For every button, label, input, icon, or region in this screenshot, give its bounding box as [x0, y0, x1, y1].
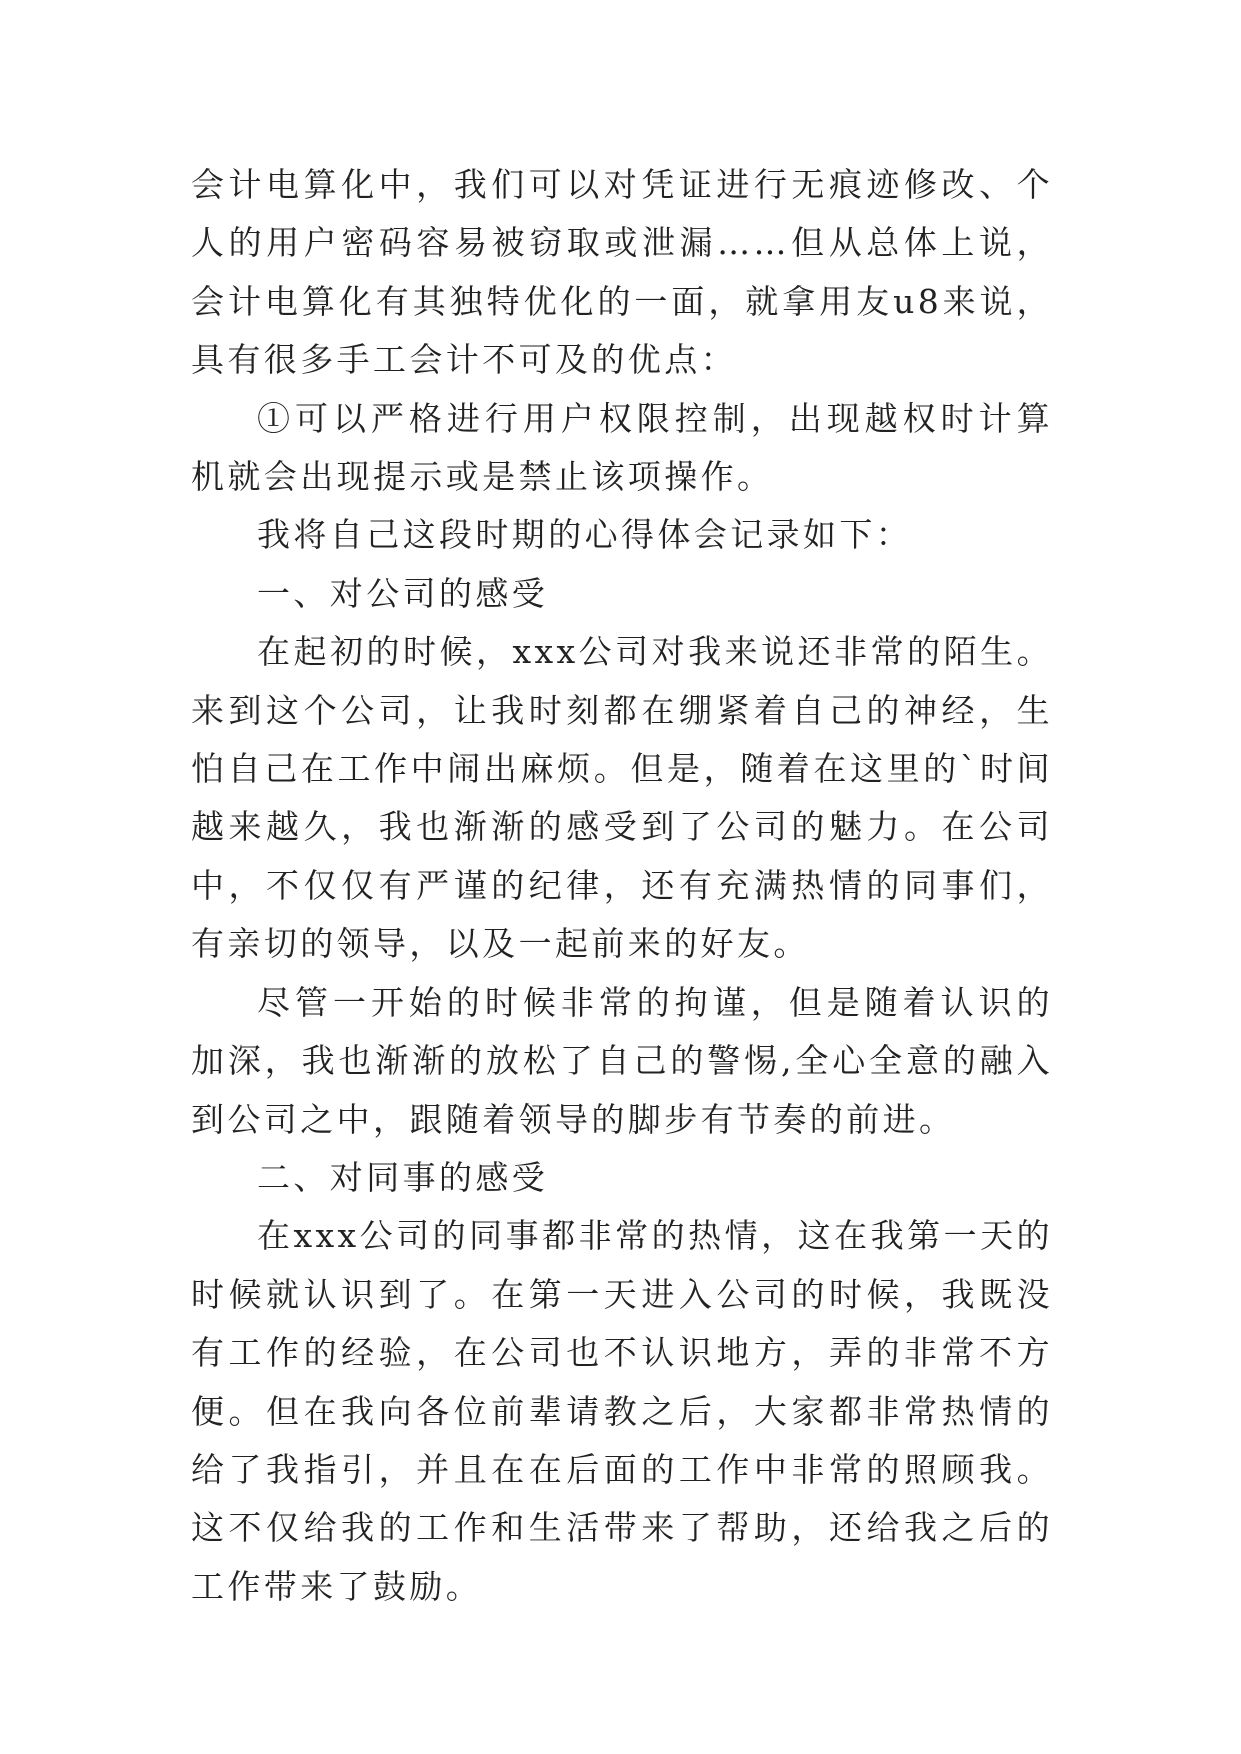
section-heading-1: 一、对公司的感受 — [257, 573, 549, 613]
paragraph-1: 会计电算化中，我们可以对凭证进行无痕迹修改、个人的用户密码容易被窃取或泄漏……但从总体上说，会计电算化有其独特优化的一面，就拿用友u8来说，具有很多手工会计不可及的优点： — [191, 165, 1053, 380]
paragraph-2: ①可以严格进行用户权限控制，出现越权时计算机就会出现提示或是禁止该项操作。 — [191, 398, 1053, 497]
paragraph-6: 在xxx公司的同事都非常的热情，这在我第一天的时候就认识到了。在第一天进入公司的时候，我既没有工作的经验，在公司也不认识地方，弄的非常不方便。但在我向各位前辈请教之后，大家都非常热情的给了我指引，并且在在后面的工作中非常的照顾我。这不仅给我的工作和生活带来了帮助，还给我之后的工作带来了鼓励。 — [191, 1216, 1053, 1606]
paragraph-5: 尽管一开始的时候非常的拘谨，但是随着认识的加深，我也渐渐的放松了自己的警惕,全心全意的融入到公司之中，跟随着领导的脚步有节奏的前进。 — [191, 982, 1053, 1139]
section-heading-2: 二、对同事的感受 — [257, 1157, 549, 1197]
paragraph-4: 在起初的时候，xxx公司对我来说还非常的陌生。来到这个公司，让我时刻都在绷紧着自己的神经，生怕自己在工作中闹出麻烦。但是，随着在这里的`时间越来越久，我也渐渐的感受到了公司的魅力。在公司中，不仅仅有严谨的纪律，还有充满热情的同事们，有亲切的领导，以及一起前来的好友。 — [191, 632, 1053, 964]
document-body — [191, 156, 1053, 1616]
paragraph-3: 我将自己这段时期的心得体会记录如下： — [257, 515, 913, 555]
